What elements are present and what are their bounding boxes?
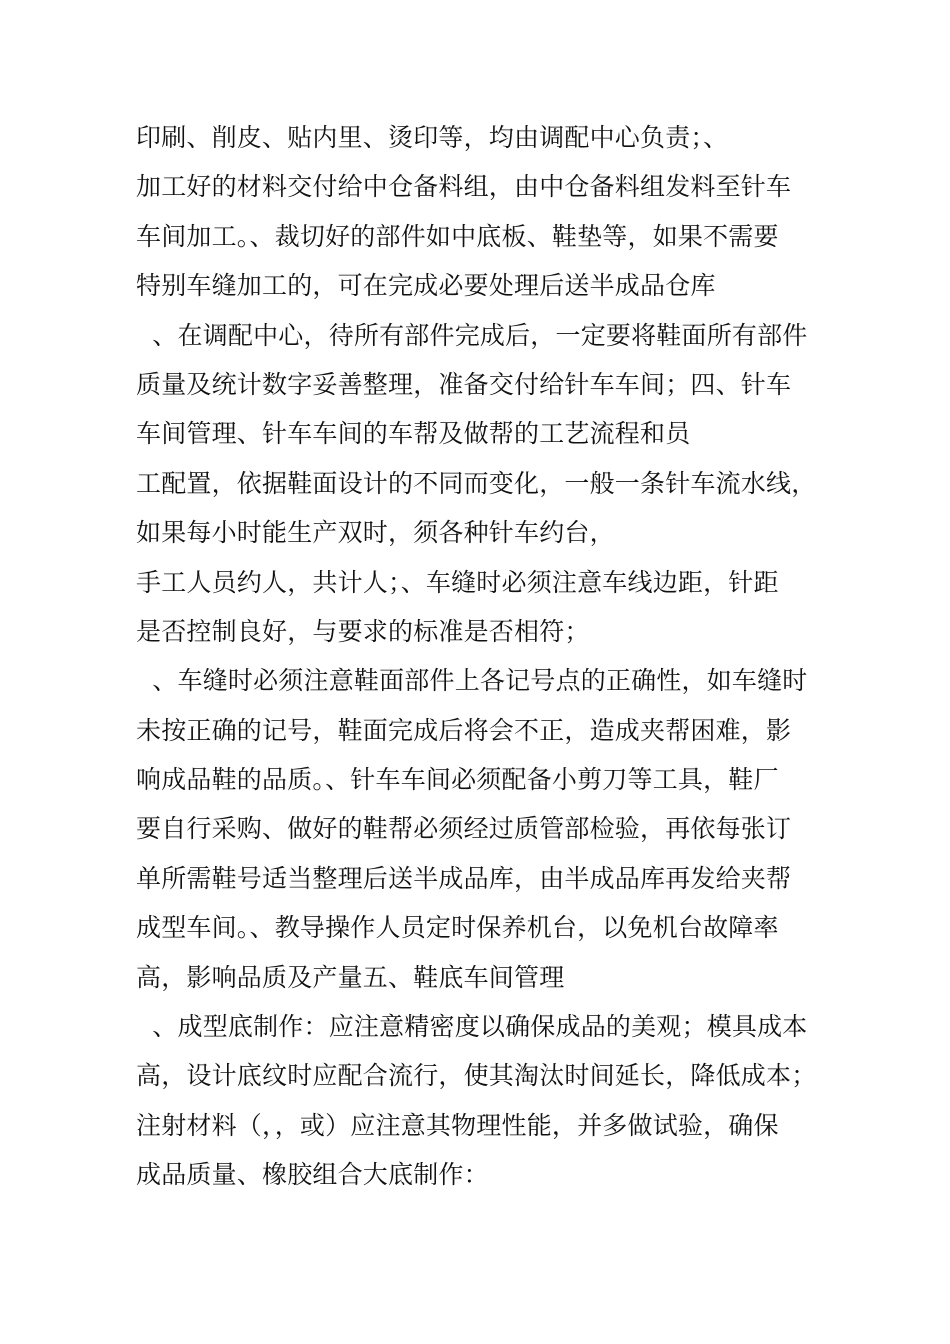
- text-line: 成品质量、橡胶组合大底制作：: [136, 1160, 489, 1190]
- text-line: 如果每小时能生产双时，须各种针车约台，: [136, 518, 615, 548]
- text-line: 特别车缝加工的，可在完成必要处理后送半成品仓库: [136, 271, 716, 301]
- text-line: 、车缝时必须注意鞋面部件上各记号点的正确性，如车缝时: [136, 666, 808, 696]
- text-line: 印刷、削皮、贴内里、烫印等，均由调配中心负责；、: [136, 123, 729, 152]
- text-line: 未按正确的记号，鞋面完成后将会不正，造成夹帮困难，影: [136, 715, 792, 745]
- text-line: 车间管理、针车车间的车帮及做帮的工艺流程和员: [136, 419, 691, 449]
- text-line: 响成品鞋的品质。、针车车间必须配备小剪刀等工具，鞋厂: [136, 765, 779, 795]
- text-line: 、成型底制作：应注意精密度以确保成品的美观；模具成本: [136, 1012, 808, 1042]
- text-line: 高，设计底纹时应配合流行，使其淘汰时间延长，降低成本；: [136, 1061, 817, 1091]
- text-line: 是否控制良好，与要求的标准是否相符；: [136, 616, 590, 646]
- text-line: 手工人员约人，共计人；、车缝时必须注意车线边距，针距: [136, 567, 779, 597]
- text-line: 、在调配中心，待所有部件完成后，一定要将鞋面所有部件: [136, 320, 808, 350]
- text-line: 单所需鞋号适当整理后送半成品库，由半成品库再发给夹帮: [136, 863, 792, 893]
- text-line: 加工好的材料交付给中仓备料组，由中仓备料组发料至针车: [136, 172, 792, 202]
- body-text: [136, 113, 836, 1200]
- text-line: 质量及统计数字妥善整理，准备交付给针车车间；四、针车: [136, 369, 792, 399]
- text-line: 车间加工。、裁切好的部件如中底板、鞋垫等，如果不需要: [136, 221, 779, 251]
- text-line: 高，影响品质及产量五、鞋底车间管理: [136, 962, 565, 992]
- text-line: 要自行采购、做好的鞋帮必须经过质管部检验，再依每张订: [136, 814, 792, 844]
- text-line: 成型车间。、教导操作人员定时保养机台，以免机台故障率: [136, 913, 779, 943]
- text-line: 注射材料（，，或）应注意其物理性能，并多做试验，确保: [136, 1110, 779, 1140]
- text-line: 工配置，依据鞋面设计的不同而变化，一般一条针车流水线，: [136, 468, 817, 498]
